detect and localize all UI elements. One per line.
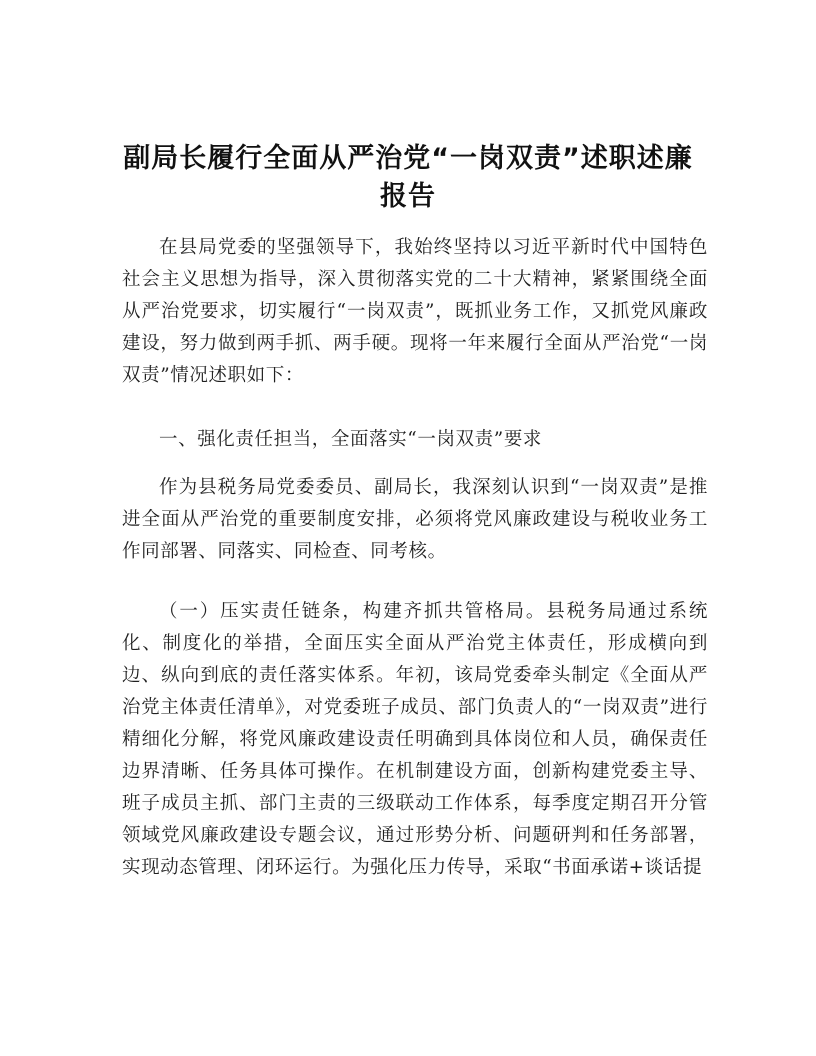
intro-paragraph: 在县局党委的坚强领导下，我始终坚持以习近平新时代中国特色社会主义思想为指导，深入贯彻落实党的二十大精神，紧紧围绕全面从严治党要求，切实履行“一岗双责”，既抓业务工作，又抓党风廉政建设，努力做到两手抓、两手硬。现将一年来履行全面从严治党“一岗双责”情况述职如下： (122, 237, 708, 386)
body-paragraph: （一）压实责任链条，构建齐抓共管格局。县税务局通过系统化、制度化的举措，全面压实全面从严治党主体责任，形成横向到边、纵向到底的责任落实体系。年初，该局党委牵头制定《全面从严治党主体责任清单》，对党委班子成员、部门负责人的“一岗双责”进行精细化分解，将党风廉政建设责任明确到具体岗位和人员，确保责任边界清晰、任务具体可操作。在机制建设方面，创新构建党委主导、班子成员主抓、部门主责的三级联动工作体系，每季度定期召开分管领域党风廉政建设专题会议，通过形势分析、问题研判和任务部署，实现动态管理、闭环运行。为强化压力传导，采取“书面承诺+谈话提 (122, 601, 708, 878)
section-heading: 一、强化责任担当，全面落实“一岗双责”要求 (159, 429, 543, 450)
document-title: 副局长履行全面从严治党“一岗双责”述职述廉报告 (123, 143, 693, 212)
body-paragraph: 作为县税务局党委委员、副局长，我深刻认识到“一岗双责”是推进全面从严治党的重要制度安排，必须将党风廉政建设与税收业务工作同部署、同落实、同检查、同考核。 (122, 477, 708, 562)
